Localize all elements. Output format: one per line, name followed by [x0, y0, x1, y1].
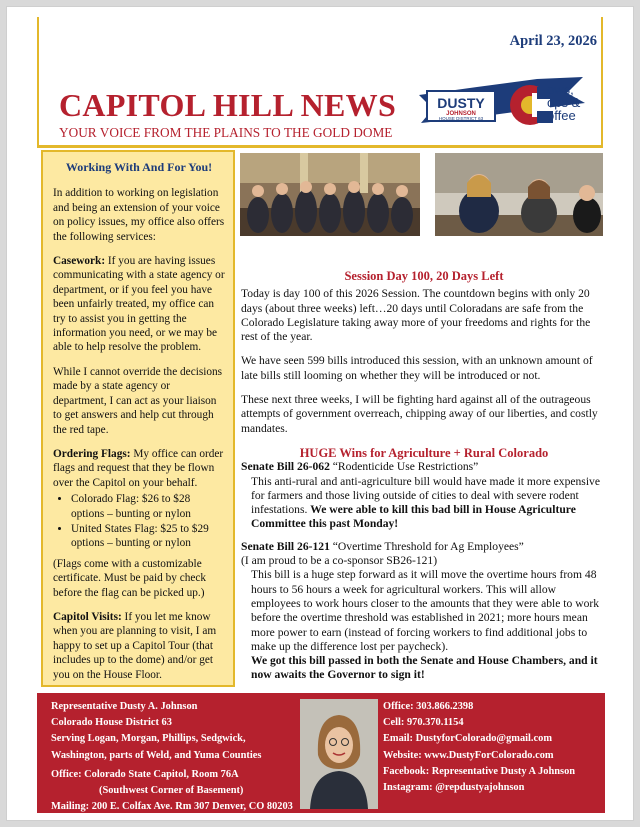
- bill-2-body: This bill is a huge step forward as it will move the overtime hours from 48 hours to 56 hours a week for agricultural workers. This will allow employees to work hours closer to the amounts that they were able to work before the overtime threshold was established in 2021; more hours mean more power to earn (instead of forcing workers to find additional jobs to make up the difference lost per paycheck).: [251, 568, 600, 653]
- list-item: • Colorado Flag: $26 to $28 options – bunting or nylon: [71, 492, 225, 521]
- issue-date: April 23, 2026: [509, 33, 597, 49]
- representative-portrait: [300, 699, 378, 809]
- list-item: • United States Flag: $25 to $29 options – bunting or nylon: [71, 522, 225, 551]
- newsletter-subtitle: YOUR VOICE FROM THE PLAINS TO THE GOLD DOME: [59, 125, 393, 140]
- logo-tagline: ows, ops & offee: [547, 82, 581, 123]
- session-heading: Session Day 100, 20 Days Left: [344, 269, 504, 283]
- session-paragraph-3: These next three weeks, I will be fighting hard against all of the outrageous attempts of government overreach, chipping away of our liberties, and costly mandates.: [241, 393, 598, 435]
- main-column: [241, 269, 607, 683]
- facebook-link[interactable]: Facebook: Representative Dusty A Johnson: [383, 765, 576, 777]
- footer-representative-info: Representative Dusty A. Johnson Colorado House District 63 Serving Logan, Morgan, Phillips, Sedgwick, Washington, parts of Weld, and Yuma Counties Office: Colorado State Capitol, Room 76A (Southwest Corner of Basement) Mailing: 200 E. Colfax Ave. Rm 307 Denver, CO 80203: [51, 699, 299, 815]
- office-address: Office: Colorado State Capitol, Room 76A: [51, 768, 239, 780]
- footer-contact-info: [383, 699, 605, 796]
- bill-2-sponsor-note: (I am proud to be a co-sponsor SB26-121): [241, 554, 438, 568]
- newsletter-page: [6, 6, 634, 821]
- logo-district: HOUSE DISTRICT 63: [438, 116, 484, 121]
- mailing-address: Mailing: 200 E. Colfax Ave. Rm 307 Denver, CO 80203: [51, 801, 293, 813]
- flag-options-list: [71, 492, 225, 551]
- header-right-rule: [601, 17, 603, 145]
- office-phone: Office: 303.866.2398: [383, 701, 474, 712]
- flags-note: (Flags come with a customizable certificate. Must be paid by check before the flag can be picked up.): [53, 557, 207, 599]
- contact-footer: [37, 693, 605, 813]
- capitol-group-photo: [240, 153, 420, 236]
- agriculture-heading: HUGE Wins for Agriculture + Rural Colorado: [299, 445, 549, 460]
- instagram-link[interactable]: Instagram: @repdustyajohnson: [383, 782, 525, 794]
- header-divider: [37, 145, 603, 148]
- visits-paragraph: Capitol Visits: If you let me know when you are planning to visit, I am happy to set up a Capitol Tour (that includes up to the dome) and/or get you on the House Floor.: [53, 610, 217, 681]
- header-left-rule: [37, 17, 39, 145]
- sidebar-intro: In addition to working on legislation and being an extension of your voice on policy issues, my office also offers the following services:: [53, 187, 225, 243]
- bill-2-result: We got this bill passed in both the Senate and House Chambers, and it now awaits the Governor to sign it!: [251, 654, 598, 682]
- session-paragraph-2: We have seen 599 bills introduced this session, with an unknown amount of late bills still looming on whether they will be introduced or not.: [241, 354, 593, 382]
- bill-1-title: Senate Bill 26-062 “Rodenticide Use Restrictions”: [241, 460, 479, 474]
- newsletter-title: CAPITOL HILL NEWS: [59, 87, 397, 123]
- cell-phone: Cell: 970.370.1154: [383, 717, 464, 729]
- flags-paragraph: Ordering Flags: My office can order flags and request that they be flown over the Capitol on your behalf.: [53, 447, 224, 489]
- email-link[interactable]: Email: DustyforColorado@gmail.com: [383, 733, 552, 745]
- override-paragraph: While I cannot override the decisions made by a state agency or department, I can act as your liaison to get answers and help cut through the red tape.: [53, 365, 223, 436]
- casework-paragraph: Casework: If you are having issues communicating with a state agency or department, or if you feel you have been unfairly treated, my office can try to assist you in getting the information you need, or we may be able to help resolve the problem.: [53, 255, 225, 354]
- website-link[interactable]: Website: www.DustyForColorado.com: [383, 749, 554, 761]
- bill-1-body: This anti-rural and anti-agriculture bill would have made it more expensive for farmers and those living outside of cities to deal with severe rodent infestations. We were able to kill this bad bill in House Agriculture Committee this past Monday!: [251, 474, 600, 531]
- session-paragraph-1: Today is day 100 of this 2026 Session. The countdown begins with only 20 days (about three weeks) left…20 days until Coloradans are safe from the Colorado Legislature taking away more of your freedoms and rights for the rest of the year.: [241, 287, 591, 344]
- logo-name: DUSTY: [437, 95, 485, 111]
- logo-surname: JOHNSON: [446, 111, 476, 117]
- bill-2-title: Senate Bill 26-121 “Overtime Threshold for Ag Employees”: [241, 539, 524, 553]
- services-sidebar: [41, 150, 235, 687]
- office-address-note: (Southwest Corner of Basement): [99, 785, 244, 797]
- sidebar-heading: Working With And For You!: [65, 160, 213, 174]
- committee-hearing-photo: [435, 153, 603, 236]
